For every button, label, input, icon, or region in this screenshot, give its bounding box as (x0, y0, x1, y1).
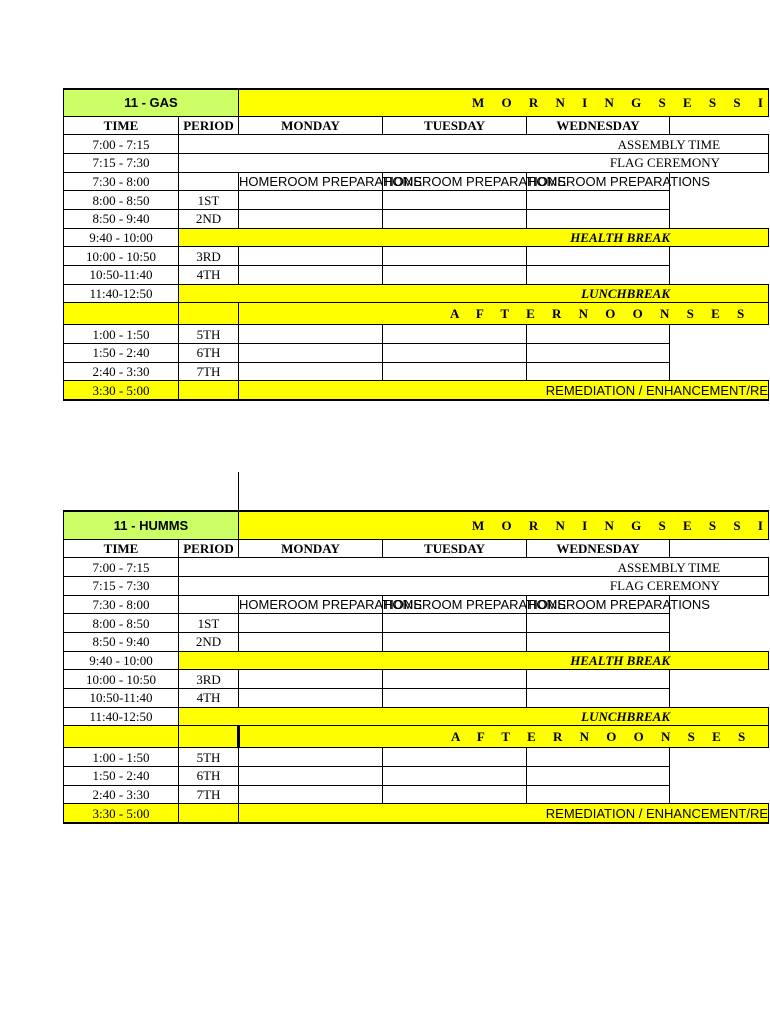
time-cell: 7:30 - 8:00 (64, 595, 179, 614)
lunchbreak-banner: LUNCHBREAK (179, 707, 769, 726)
slot-wednesday[interactable] (527, 614, 670, 633)
assembly-time: ASSEMBLY TIME (179, 135, 769, 154)
column-divider-line (238, 472, 239, 510)
slot-monday[interactable] (239, 362, 383, 381)
homeroom-monday: HOMEROOM PREPARATIONS (239, 596, 422, 612)
class-name-cell: 11 - HUMMS (64, 511, 239, 539)
slot-tuesday[interactable] (383, 325, 527, 344)
time-cell: 2:40 - 3:30 (64, 362, 179, 381)
slot-tuesday[interactable] (383, 191, 527, 210)
slot-monday[interactable] (239, 325, 383, 344)
period-cell: 2ND (179, 209, 239, 228)
header-tuesday: TUESDAY (383, 539, 527, 558)
header-overflow (670, 539, 769, 558)
flag-ceremony: FLAG CEREMONY (179, 576, 769, 595)
time-cell: 8:00 - 8:50 (64, 191, 179, 210)
slot-monday[interactable] (239, 191, 383, 210)
overflow-cell (670, 748, 769, 767)
overflow-cell (670, 632, 769, 651)
time-cell: 8:50 - 9:40 (64, 632, 179, 651)
lunchbreak-banner: LUNCHBREAK (179, 284, 769, 303)
slot-tuesday[interactable] (383, 266, 527, 285)
slot-monday[interactable] (239, 344, 383, 363)
period-cell: 4TH (179, 689, 239, 708)
time-cell: 1:00 - 1:50 (64, 748, 179, 767)
time-cell: 7:00 - 7:15 (64, 135, 179, 154)
slot-tuesday[interactable] (383, 748, 527, 767)
time-cell: 3:30 - 5:00 (64, 381, 179, 400)
period-cell: 3RD (179, 670, 239, 689)
period-cell (179, 595, 239, 614)
slot-monday[interactable] (239, 689, 383, 708)
health-break-banner: HEALTH BREAK (179, 228, 769, 247)
overflow-cell (670, 209, 769, 228)
time-cell: 8:00 - 8:50 (64, 614, 179, 633)
period-cell: 5TH (179, 325, 239, 344)
slot-tuesday[interactable] (383, 247, 527, 266)
afternoon-period-cell (179, 303, 239, 325)
schedule-table-humms (63, 510, 769, 824)
overflow-cell (670, 785, 769, 804)
time-cell: 9:40 - 10:00 (64, 651, 179, 670)
period-cell: 6TH (179, 344, 239, 363)
slot-tuesday[interactable] (383, 209, 527, 228)
slot-monday[interactable] (239, 670, 383, 689)
time-cell: 9:40 - 10:00 (64, 228, 179, 247)
morning-session-banner: M O R N I N G S E S S I (239, 89, 769, 116)
overflow-cell (670, 767, 769, 786)
period-cell: 5TH (179, 748, 239, 767)
header-period: PERIOD (179, 539, 239, 558)
health-break-banner: HEALTH BREAK (179, 651, 769, 670)
time-cell: 10:50-11:40 (64, 689, 179, 708)
time-cell: 7:30 - 8:00 (64, 172, 179, 191)
header-monday: MONDAY (239, 116, 383, 135)
slot-wednesday[interactable] (527, 670, 670, 689)
period-cell: 1ST (179, 614, 239, 633)
remediation-banner: REMEDIATION / ENHANCEMENT/RE (239, 804, 769, 823)
overflow-cell (670, 325, 769, 344)
time-cell: 11:40-12:50 (64, 284, 179, 303)
homeroom-tuesday: HOMEROOM PREPARATIONS (383, 596, 566, 612)
overflow-cell (670, 689, 769, 708)
remediation-banner: REMEDIATION / ENHANCEMENT/RE (239, 381, 769, 400)
overflow-cell (670, 266, 769, 285)
slot-wednesday[interactable] (527, 344, 670, 363)
schedule-table-gas (63, 88, 769, 401)
header-time: TIME (64, 539, 179, 558)
slot-monday[interactable] (239, 614, 383, 633)
overflow-cell (670, 247, 769, 266)
overflow-cell (670, 670, 769, 689)
afternoon-session-banner: A F T E R N O O N S E S (239, 726, 769, 748)
period-cell: 1ST (179, 191, 239, 210)
slot-monday[interactable] (239, 209, 383, 228)
time-cell: 10:00 - 10:50 (64, 247, 179, 266)
afternoon-time-cell (64, 726, 179, 748)
afternoon-period-cell (179, 726, 239, 748)
header-overflow (670, 116, 769, 135)
slot-monday[interactable] (239, 767, 383, 786)
slot-tuesday[interactable] (383, 614, 527, 633)
header-time: TIME (64, 116, 179, 135)
slot-tuesday[interactable] (383, 689, 527, 708)
overflow-cell (670, 344, 769, 363)
slot-wednesday[interactable] (527, 325, 670, 344)
slot-wednesday[interactable] (527, 689, 670, 708)
period-cell: 3RD (179, 247, 239, 266)
time-cell: 1:50 - 2:40 (64, 344, 179, 363)
slot-tuesday[interactable] (383, 632, 527, 651)
slot-monday[interactable] (239, 748, 383, 767)
header-wednesday: WEDNESDAY (527, 116, 670, 135)
class-name-cell: 11 - GAS (64, 89, 239, 116)
period-cell: 2ND (179, 632, 239, 651)
slot-monday[interactable] (239, 247, 383, 266)
period-cell: 6TH (179, 767, 239, 786)
time-cell: 1:00 - 1:50 (64, 325, 179, 344)
period-cell (179, 804, 239, 823)
morning-session-banner: M O R N I N G S E S S I (239, 511, 769, 539)
time-cell: 7:15 - 7:30 (64, 153, 179, 172)
time-cell: 7:00 - 7:15 (64, 558, 179, 577)
period-cell: 4TH (179, 266, 239, 285)
slot-monday[interactable] (239, 266, 383, 285)
homeroom-tuesday: HOMEROOM PREPARATIONS (383, 173, 566, 189)
header-wednesday: WEDNESDAY (527, 539, 670, 558)
slot-tuesday[interactable] (383, 767, 527, 786)
afternoon-time-cell (64, 303, 179, 325)
slot-wednesday[interactable] (527, 362, 670, 381)
header-tuesday: TUESDAY (383, 116, 527, 135)
slot-tuesday[interactable] (383, 344, 527, 363)
slot-tuesday[interactable] (383, 670, 527, 689)
assembly-time: ASSEMBLY TIME (179, 558, 769, 577)
slot-wednesday[interactable] (527, 209, 670, 228)
period-cell: 7TH (179, 362, 239, 381)
time-cell: 11:40-12:50 (64, 707, 179, 726)
homeroom-wednesday: HOMEROOM PREPARATIONS (527, 596, 710, 612)
slot-wednesday[interactable] (527, 748, 670, 767)
overflow-cell (670, 191, 769, 210)
period-cell (179, 172, 239, 191)
homeroom-wednesday: HOMEROOM PREPARATIONS (527, 173, 710, 189)
overflow-cell (670, 362, 769, 381)
time-cell: 2:40 - 3:30 (64, 785, 179, 804)
time-cell: 10:00 - 10:50 (64, 670, 179, 689)
slot-wednesday[interactable] (527, 785, 670, 804)
time-cell: 1:50 - 2:40 (64, 767, 179, 786)
flag-ceremony: FLAG CEREMONY (179, 153, 769, 172)
slot-tuesday[interactable] (383, 362, 527, 381)
overflow-cell (670, 614, 769, 633)
time-cell: 3:30 - 5:00 (64, 804, 179, 823)
time-cell: 10:50-11:40 (64, 266, 179, 285)
period-cell (179, 381, 239, 400)
header-monday: MONDAY (239, 539, 383, 558)
slot-monday[interactable] (239, 632, 383, 651)
time-cell: 8:50 - 9:40 (64, 209, 179, 228)
period-cell: 7TH (179, 785, 239, 804)
slot-monday[interactable] (239, 785, 383, 804)
slot-wednesday[interactable] (527, 191, 670, 210)
homeroom-monday: HOMEROOM PREPARATIONS (239, 173, 422, 189)
slot-wednesday[interactable] (527, 767, 670, 786)
time-cell: 7:15 - 7:30 (64, 576, 179, 595)
slot-wednesday[interactable] (527, 266, 670, 285)
header-period: PERIOD (179, 116, 239, 135)
afternoon-session-banner: A F T E R N O O N S E S (239, 303, 769, 325)
slot-wednesday[interactable] (527, 247, 670, 266)
slot-tuesday[interactable] (383, 785, 527, 804)
slot-wednesday[interactable] (527, 632, 670, 651)
